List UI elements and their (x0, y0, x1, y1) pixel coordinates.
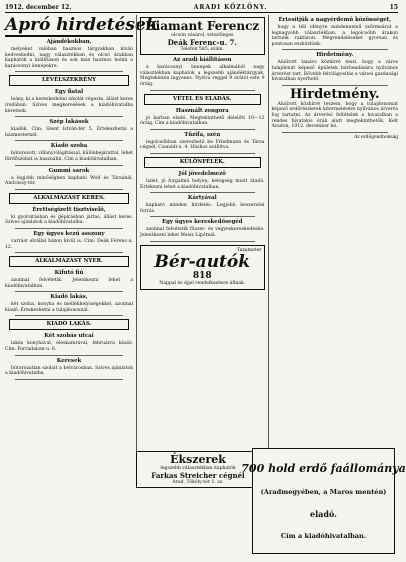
ad-heading: Hirdetmény. (290, 86, 380, 102)
ad-text: leány, ki a kereskedelmi iskolát végezte, állást keres irodában. Szíves megkeresések a kiadóhivatalba kéretnek. (5, 97, 134, 114)
taxi-ad-label: Taxameter (236, 247, 262, 253)
ad-heading: Hirdetmény. (316, 52, 354, 59)
column-3 (268, 15, 398, 455)
ad-text: azonnal felvétetik fűszer- és vegyeskereskedésbe. Jelentkezni lehet Weisz Lipótnál. (140, 227, 265, 238)
ad-separator (15, 315, 123, 316)
ad-heading: Szép lakások (49, 119, 89, 126)
ad-heading: Két szobás utcai (44, 333, 94, 340)
ad-heading: Keresek (56, 357, 82, 364)
ad-text: Alulírott tanács közhírré teszi, hogy a város tulajdonát képező épületek bérbeadására nyilvános árverést tart. Bővebb felvilágosítás a városi gazdasági hivatalban nyerhető. (271, 60, 398, 83)
ad-separator (15, 252, 123, 253)
section-heading: KIADÓ LAKÁS. (9, 319, 129, 330)
ad-separator (150, 129, 255, 130)
column-2 (136, 15, 265, 455)
ad-text: két szoba, konyha és mellékhelyiségekkel, azonnal kiadó. Értekezhetni a tulajdonosnál. (5, 302, 133, 313)
timber-sale-contact: Cím a kiadóhivatalban. (280, 532, 367, 540)
notice-signature: Az erdőgondnokság (354, 134, 398, 140)
ad-heading: Gummi sarok (48, 167, 90, 174)
ad-heading: Kártyával (187, 195, 217, 202)
ad-text: kiadók. Cím: Szent István-tér 5. Értekezhetni a házmesternél. (5, 127, 133, 138)
column-1-ads (5, 39, 133, 380)
ad-separator (15, 140, 123, 141)
column-2-ads (140, 57, 265, 241)
ad-separator (15, 189, 123, 190)
masthead-page-number: 15 (389, 4, 398, 11)
ad-separator (150, 241, 255, 242)
column-1 (5, 15, 158, 455)
diamant-ad-phone: Telefon 585. szám. (180, 46, 225, 52)
section-heading: VÉTEL ÉS ELADÁS. (144, 94, 261, 105)
section-heading: ALKALMAZÁST NYER. (9, 256, 129, 267)
ad-text: melyeket valóban hasznos tárgyakban kíván kedveskedni, nagy választékban és olcsó árakban kaphatók a kiállításon és sok más hasznos holmi a karácsonyi ünnepekre. (5, 47, 133, 69)
ad-text: bútorozott, villanyvilágítással, különbejárattal, lehet fürdőszobát is használni. Cím a kiadóhivatalban. (5, 151, 133, 162)
ad-separator (15, 379, 123, 380)
ad-text: Alulírott közhírré teszem, hogy a tulajdonomat képező erdőrészletek kitermelésére nyilvános árverés fog tartatni. Az árverési feltételek a hivatalban a rendes hivatalos órák alatt megtekinthetők. Kelt Aradon, 1912. december hó. (271, 101, 398, 130)
diamant-ad-address: Deák Ferenc-u. 7. (167, 37, 237, 47)
jewellery-ad-title: Ékszerek (170, 453, 226, 466)
diamant-ad (140, 17, 265, 55)
taxi-ad (140, 245, 265, 290)
jewellery-ad-tagline: legszebb választékban kaphatók (160, 466, 236, 471)
columns (5, 15, 398, 455)
ad-text: azonnal felvétetik. Jelentkezni lehet a kiadóhivatalban. (5, 278, 133, 289)
ad-separator (150, 216, 255, 217)
ad-text: hogy a téli idényre mindennemű szőrmeárut a legnagyobb választékban, a legolcsóbb árakon tartunk raktáron. Megrendeléseket gyorsan és pontosan eszközlünk. (271, 25, 398, 47)
ad-text: varrást elvállal házon kívül is. Cím: Deák Ferenc-u. 12. (5, 238, 133, 250)
ad-text: legolcsóbban szerezhető be Friedmann és Társa cégnél, Csanádi-u. 4. Házhoz szállítva. (140, 139, 265, 151)
timber-sale-title: 700 hold erdő faállománya (241, 462, 406, 475)
ad-heading: Kifutó fiú (54, 270, 84, 277)
ad-heading: Egy fiatal (54, 89, 84, 96)
ad-heading: Az aradi kiállításon (172, 57, 232, 64)
section-heading: LEVÉLSZEKRÉNY (9, 75, 129, 86)
ad-separator (15, 228, 123, 229)
ad-separator (282, 132, 388, 133)
ad-separator (150, 153, 255, 154)
taxi-ad-phone: 818 (192, 271, 212, 282)
jewellery-ad-firm: Farkas Streicher cégnél (151, 470, 245, 480)
diamant-ad-tagline: olcsón vásárol, tetszőleges (171, 33, 234, 38)
ad-separator (15, 71, 123, 72)
timber-sale-ad (241, 448, 406, 554)
timber-sale-status: eladó. (310, 509, 337, 519)
ad-separator (150, 90, 255, 91)
ad-heading: Érettségizett tisztviselő, (32, 206, 106, 213)
ad-heading: Kiadó szoba (50, 143, 88, 150)
ad-separator (282, 49, 388, 50)
masthead-paper-title: ARADI KÖZLÖNY. (193, 4, 268, 11)
masthead-date: 1912. december 12. (5, 4, 72, 11)
ad-separator (150, 192, 255, 193)
ad-text: üzlet, jó forgalmú helyen, betegség miatt átadó. Értekezni lehet a kiadóhivatalban. (140, 178, 265, 190)
ad-text: a legjobb minőségben kapható Wolf és Társánál, Andrássy-tér. (5, 175, 133, 187)
classifieds-banner: Apró hirdetések (5, 15, 158, 35)
ad-separator (15, 116, 123, 117)
ad-heading: Kiadó lakás, (50, 294, 88, 301)
ad-heading: Értesítjük a nagyérdemű közönséget, (278, 17, 392, 23)
ad-separator (15, 165, 123, 166)
masthead (5, 4, 398, 13)
ad-text: bútorozatlan szobát a belvárosban. Szíves ajánlatok a kiadóhivatalba. (5, 365, 133, 377)
ad-text: ki gyorsírásban és gépírásban jártas, állást keres. Szíves ajánlatok a kiadóhivatalba. (5, 214, 133, 226)
ad-text: lakás konyhával, éléskamrával, februárra kiadó. Cím: Forradalom-u. 6. (5, 341, 133, 353)
ad-heading: Egy ügyes kezű asszony (33, 230, 105, 237)
ad-heading: Használt zongora (175, 107, 229, 114)
ad-separator (15, 291, 123, 292)
ad-separator (15, 355, 123, 356)
ad-text: a karácsonyi ünnepek alkalmából nagy választékban kaphatók a legszebb ajándéktárgyak. Megtekintés ingyenes. Nyitva reggel 9 órától este 9 óráig. (140, 65, 265, 87)
jewellery-ad-address: Arad, Tököly-tér 1. sz. (172, 479, 224, 485)
ad-heading: Jól jövedelmező (178, 170, 226, 177)
diamant-ad-name: Diamant Ferencz (145, 19, 260, 33)
ad-heading: Tűzifa, szén (184, 131, 221, 138)
taxi-ad-note: Nappal és éjjel rendelkezésre állnak. (159, 281, 246, 287)
ad-separator (282, 85, 388, 86)
timber-sale-location: (Aradmegyében, a Maros mentén) (260, 488, 387, 496)
taxi-ad-title: Bér-autók (154, 252, 251, 273)
ad-text: kapható minden hirdetés. Legjobb beszerzési forrás. (140, 203, 265, 214)
section-heading: KÜLÖNFÉLÉK. (144, 157, 261, 168)
ad-heading: Egy ügyes kereskedősegéd (162, 219, 243, 226)
section-heading: ALKALMAZÁST KERES. (9, 193, 129, 204)
ad-heading: Ajándékokban, (46, 39, 92, 45)
column-3-ads (272, 17, 398, 133)
ad-text: jó karban eladó. Megtekinthető délelőtt 10—12 óráig. Cím a kiadóhivatalban. (140, 115, 265, 127)
